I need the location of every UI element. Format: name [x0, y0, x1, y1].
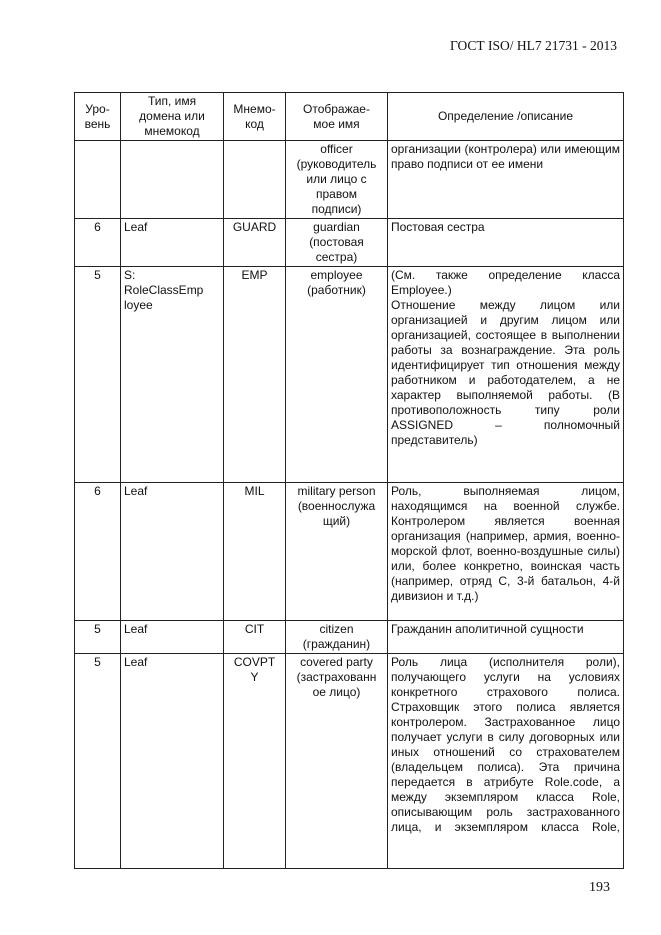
- cell-code: [224, 141, 286, 219]
- table-row: [75, 141, 624, 219]
- cell-code: COVPT Y: [224, 654, 286, 869]
- cell-definition: [388, 621, 624, 654]
- cell-display-name: employee (работник): [286, 267, 388, 483]
- document-header: ГОСТ ISO/ HL7 21731 - 2013: [450, 38, 618, 53]
- col-header-display-name: Отображае- мое имя: [286, 93, 388, 141]
- cell-display-name: officer (руководитель или лицо с правом подписи): [286, 141, 388, 219]
- col-header-code: Мнемо- код: [224, 93, 286, 141]
- table-row: [75, 654, 624, 869]
- cell-type: Leaf: [121, 483, 224, 621]
- cell-code: MIL: [224, 483, 286, 621]
- col-header-definition: Определение /описание: [388, 93, 624, 141]
- cell-type: S: RoleClassEmp loyee: [121, 267, 224, 483]
- table-row: [75, 219, 624, 267]
- cell-definition: [388, 267, 624, 483]
- definition-paragraph: Гражданин аполитичной сущности: [391, 622, 584, 636]
- cell-definition: [388, 483, 624, 621]
- cell-code: GUARD: [224, 219, 286, 267]
- cell-type: Leaf: [121, 219, 224, 267]
- table-header-row: [75, 93, 624, 141]
- col-header-type: Тип, имя домена или мнемокод: [121, 93, 224, 141]
- cell-code: CIT: [224, 621, 286, 654]
- cell-display-name: guardian (постовая сестра): [286, 219, 388, 267]
- cell-level: 6: [75, 483, 121, 621]
- definition-paragraph: Роль лица (исполнителя роли), получающего услуги на условиях конкретного страхового полиса. Страховщик этого полиса является контролером. Застрахованное лицо получает услуги в силу договорных или иных отношений со страхователем (владельцем полиса). Эта причина передается в атрибуте Role.code, а между экземпляром класса Role, описывающим роль застрахованного лица, и экземпляром класса Role,: [391, 655, 620, 834]
- definition-paragraph: (См. также определение класса Employee.): [391, 268, 620, 297]
- cell-level: 5: [75, 621, 121, 654]
- role-class-table: [74, 92, 624, 869]
- cell-level: 5: [75, 654, 121, 869]
- cell-type: Leaf: [121, 621, 224, 654]
- cell-display-name: citizen (гражданин): [286, 621, 388, 654]
- col-header-level: Уро- вень: [75, 93, 121, 141]
- cell-definition: [388, 654, 624, 869]
- cell-definition: [388, 141, 624, 219]
- definition-paragraph: Постовая сестра: [391, 220, 485, 234]
- table-row: [75, 267, 624, 483]
- cell-display-name: military person (военнослужа щий): [286, 483, 388, 621]
- cell-definition: [388, 219, 624, 267]
- cell-type: [121, 141, 224, 219]
- cell-level: 6: [75, 219, 121, 267]
- cell-type: Leaf: [121, 654, 224, 869]
- definition-paragraph: Отношение между лицом или организацией и другим лицом или организацией, состоящее в выполнении работы за вознаграждение. Эта роль идентифицирует тип отношения между работником и работодателем, а не характер выполняемой работы. (В противоположность типу роли ASSIGNED – полномочный представитель): [391, 298, 620, 447]
- cell-level: [75, 141, 121, 219]
- table-row: [75, 483, 624, 621]
- cell-code: EMP: [224, 267, 286, 483]
- page-number: 193: [589, 880, 610, 895]
- cell-level: 5: [75, 267, 121, 483]
- definition-paragraph: организации (контролера) или имеющим право подписи от ее имени: [391, 142, 620, 171]
- cell-display-name: covered party (застрахованн ое лицо): [286, 654, 388, 869]
- table-row: [75, 621, 624, 654]
- definition-paragraph: Роль, выполняемая лицом, находящимся на военной службе. Контролером является военная организация (например, армия, военно-морской флот, военно-воздушные силы) или, более конкретно, воинская часть (например, отряд С, 3-й батальон, 4-й дивизион и т.д.): [391, 484, 620, 603]
